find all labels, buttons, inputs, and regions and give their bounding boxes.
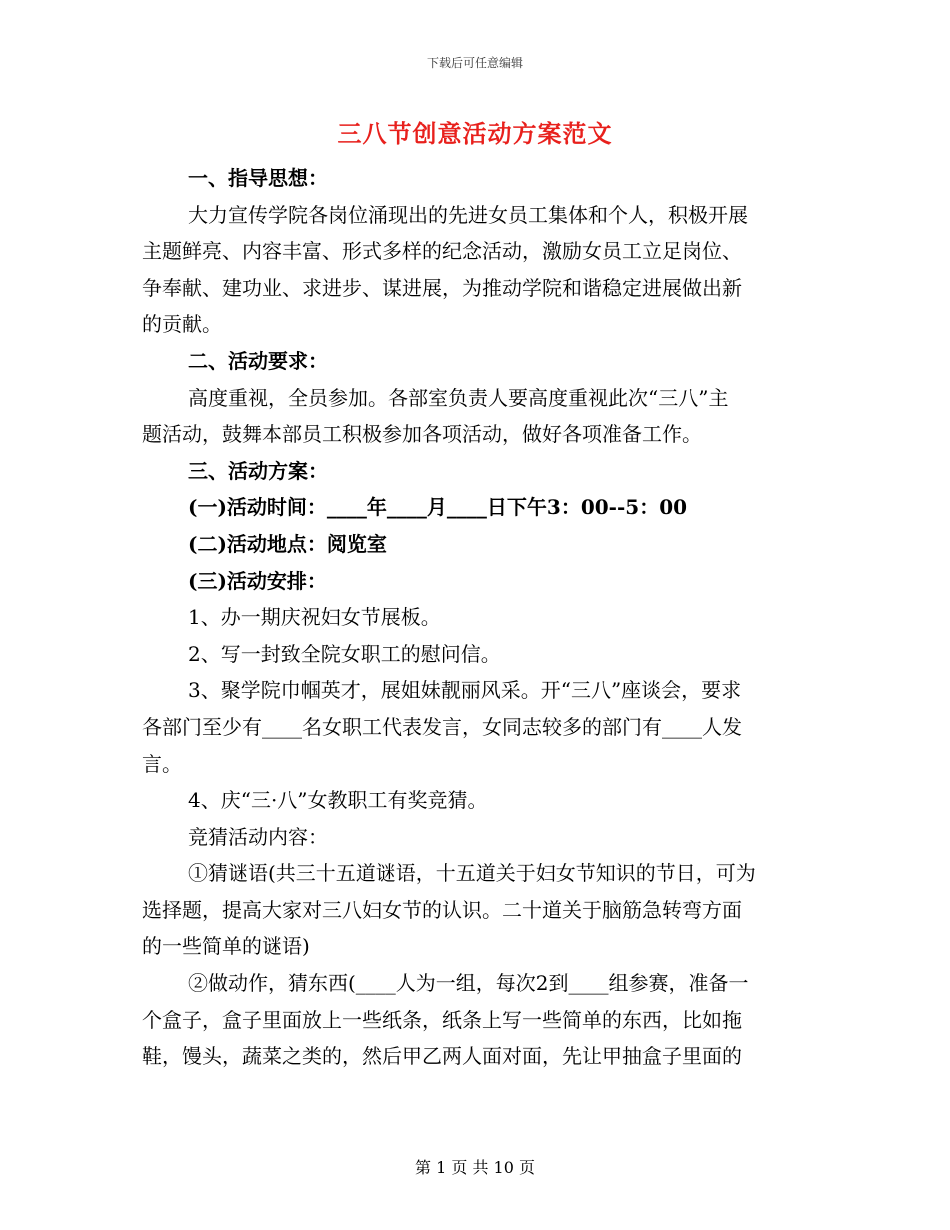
body-line: (三)活动安排： xyxy=(188,568,327,593)
body-line: 言。 xyxy=(142,751,182,776)
body-line: ②做动作，猜东西(____人为一组，每次2到____组参赛，准备一 xyxy=(188,971,749,996)
body-line: ①猜谜语(共三十五道谜语，十五道关于妇女节知识的节日，可为 xyxy=(188,861,756,886)
body-line: 主题鲜亮、内容丰富、形式多样的纪念活动，激励女员工立足岗位、 xyxy=(142,239,742,264)
body-line: 3、聚学院巾帼英才，展姐妹靓丽风采。开“三八”座谈会，要求 xyxy=(188,678,742,703)
body-line: 2、写一封致全院女职工的慰问信。 xyxy=(188,641,501,666)
document-body xyxy=(142,160,812,1075)
page-header: 下载后可任意编辑 xyxy=(426,56,523,70)
body-line: 选择题，提高大家对三八妇女节的认识。二十道关于脑筋急转弯方面 xyxy=(142,897,742,922)
body-line: 三、活动方案： xyxy=(188,458,328,483)
body-line: 二、活动要求： xyxy=(188,348,328,373)
body-line: 大力宣传学院各岗位涌现出的先进女员工集体和个人，积极开展 xyxy=(188,202,748,227)
body-line: 争奉献、建功业、求进步、谋进展，为推动学院和谐稳定进展做出新 xyxy=(142,275,742,300)
body-line: 鞋，馒头，蔬菜之类的，然后甲乙两人面对面，先让甲抽盒子里面的 xyxy=(142,1044,742,1069)
body-line: 的贡献。 xyxy=(142,312,222,337)
body-line: (二)活动地点：阅览室 xyxy=(188,531,387,556)
page-number: 第 1 页 共 10 页 xyxy=(415,1158,535,1177)
body-line: 题活动，鼓舞本部员工积极参加各项活动，做好各项准备工作。 xyxy=(142,422,702,447)
body-line: 竞猜活动内容： xyxy=(188,824,328,849)
body-line: 1、办一期庆祝妇女节展板。 xyxy=(188,605,441,630)
body-line: 各部门至少有____名女职工代表发言，女同志较多的部门有____人发 xyxy=(142,714,742,739)
body-line: 高度重视，全员参加。各部室负责人要高度重视此次“三八”主 xyxy=(188,385,729,410)
body-line: 一、指导思想： xyxy=(188,166,328,190)
body-line: (一)活动时间：____年____月____日下午3：00--5：00 xyxy=(188,495,688,520)
body-line: 的一些简单的谜语) xyxy=(142,934,310,959)
body-line: 4、庆“三·八”女教职工有奖竞猜。 xyxy=(188,788,488,813)
document-title: 三八节创意活动方案范文 xyxy=(337,119,613,148)
body-line: 个盒子，盒子里面放上一些纸条，纸条上写一些简单的东西，比如拖 xyxy=(142,1007,742,1032)
